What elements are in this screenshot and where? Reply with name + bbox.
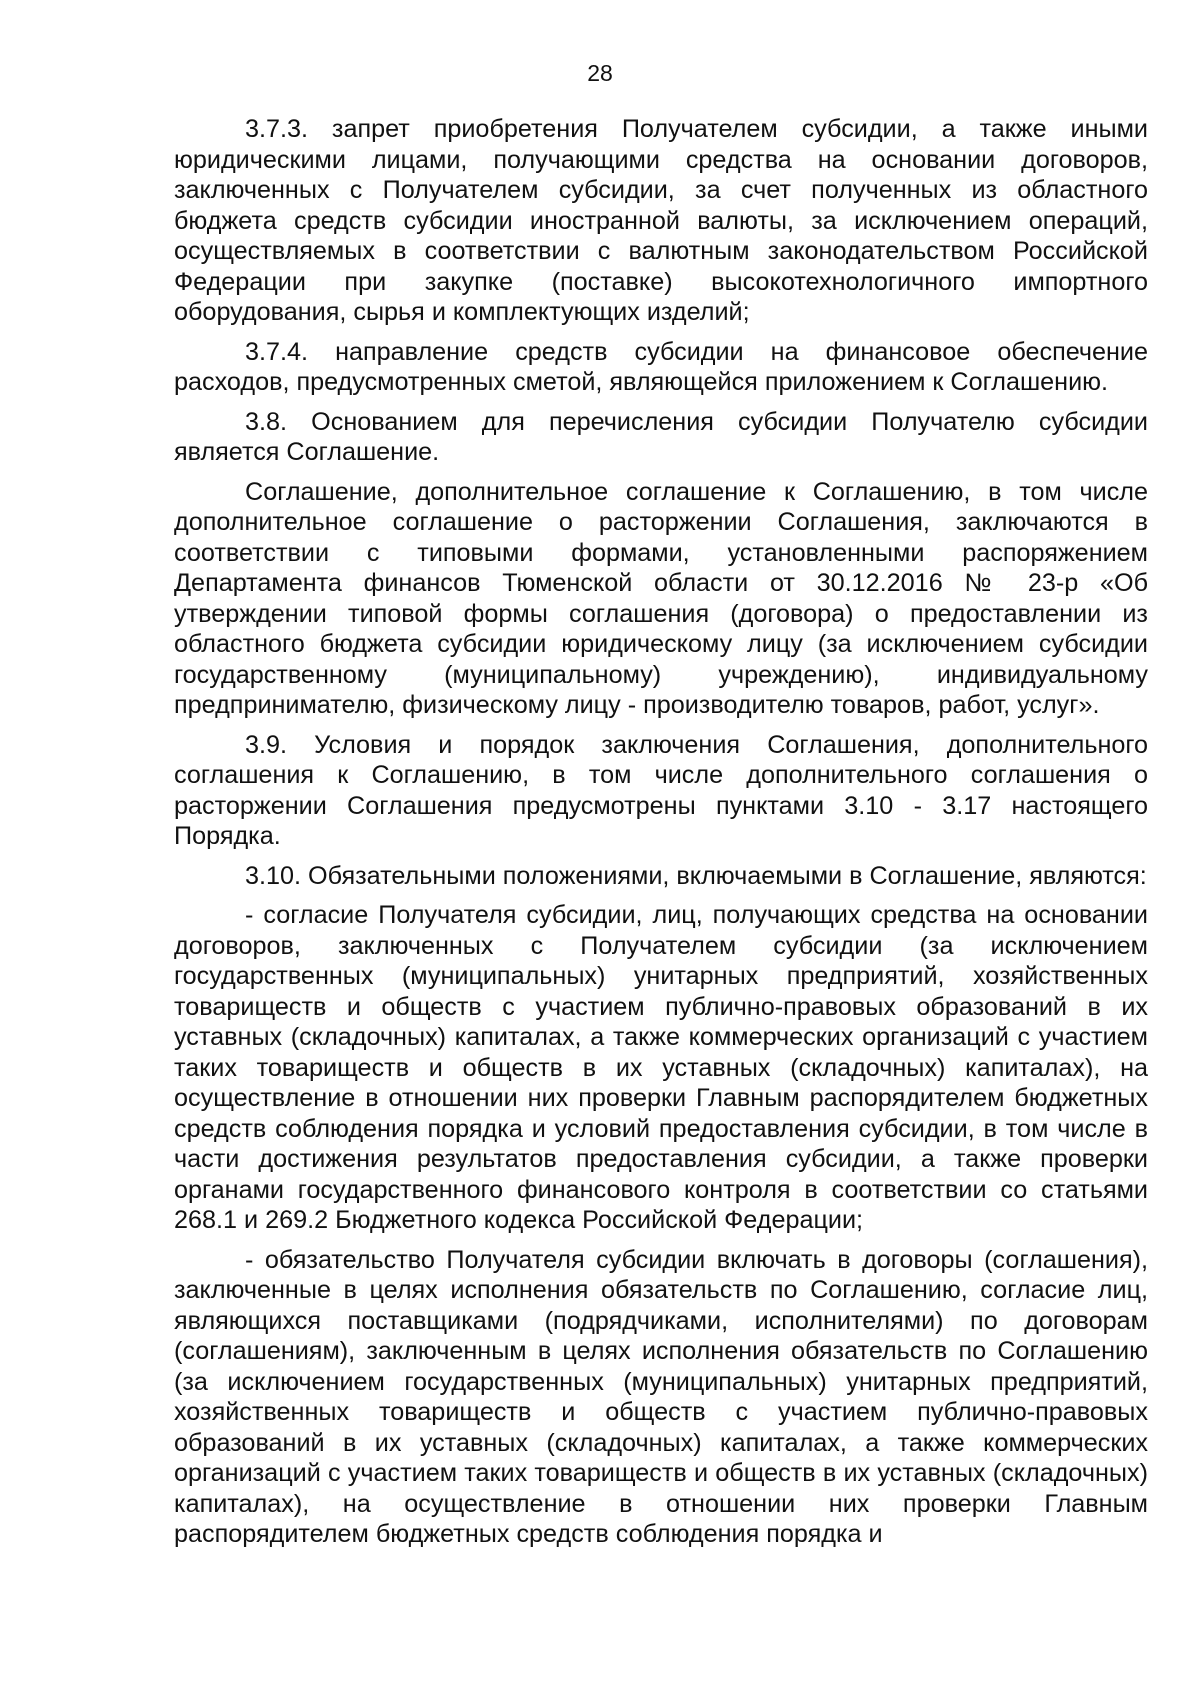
paragraph-3-7-3: 3.7.3. запрет приобретения Получателем субсидии, а также иными юридическими лицами, получающими средства на основании договоров, заключенных с Получателем субсидии, за счет полученных из областного бюджета средств субсидии иностранной валюты, за исключением операций, осуществляемых в соответствии с валютным законодательством Российской Федерации при закупке (поставке) высокотехнологичного импортного оборудования, сырья и комплектующих изделий; <box>174 115 1148 326</box>
page-number: 28 <box>587 60 613 86</box>
paragraph-3-9: 3.9. Условия и порядок заключения Соглашения, дополнительного соглашения к Соглашению, в том числе дополнительного соглашения о расторжении Соглашения предусмотрены пунктами 3.10 - 3.17 настоящего Порядка. <box>174 730 1148 850</box>
paragraph-3-8: 3.8. Основанием для перечисления субсидии Получателю субсидии является Соглашение. <box>174 407 1148 466</box>
paragraph-3-7-4: 3.7.4. направление средств субсидии на финансовое обеспечение расходов, предусмотренных сметой, являющейся приложением к Соглашению. <box>174 337 1148 396</box>
paragraph-agreement-forms: Соглашение, дополнительное соглашение к Соглашению, в том числе дополнительное соглашение о расторжении Соглашения, заключаются в соответствии с типовыми формами, установленными распоряжением Департамента финансов Тюменской области от 30.12.2016 № 23-р «Об утверждении типовой формы соглашения (договора) о предоставлении из областного бюджета субсидии юридическому лицу (за исключением субсидии государственному (муниципальному) учреждению), индивидуальному предпринимателю, физическому лицу - производителю товаров, работ, услуг». <box>174 477 1148 719</box>
list-item-consent: - согласие Получателя субсидии, лиц, получающих средства на основании договоров, заключенных с Получателем субсидии (за исключением государственных (муниципальных) унитарных предприятий, хозяйственных товариществ и обществ с участием публично-правовых образований в их уставных (складочных) капиталах, а также коммерческих организаций с участием таких товариществ и обществ в их уставных (складочных) капиталах), на осуществление в отношении них проверки Главным распорядителем бюджетных средств соблюдения порядка и условий предоставления субсидии, в том числе в части достижения результатов предоставления субсидии, а также проверки органами государственного финансового контроля в соответствии со статьями 268.1 и 269.2 Бюджетного кодекса Российской Федерации; <box>174 901 1148 1234</box>
document-body <box>174 114 1148 1559</box>
list-item-obligation: - обязательство Получателя субсидии включать в договоры (соглашения), заключенные в целях исполнения обязательств по Соглашению, согласие лиц, являющихся поставщиками (подрядчиками, исполнителями) по договорам (соглашениям), заключенным в целях исполнения обязательств по Соглашению (за исключением государственных (муниципальных) унитарных предприятий, хозяйственных товариществ и обществ с участием публично-правовых образований в их уставных (складочных) капиталах, а также коммерческих организаций с участием таких товариществ и обществ в их уставных (складочных) капиталах), на осуществление в отношении них проверки Главным распорядителем бюджетных средств соблюдения порядка и <box>174 1245 1148 1548</box>
paragraph-3-10: 3.10. Обязательными положениями, включаемыми в Соглашение, являются: <box>245 861 1147 890</box>
